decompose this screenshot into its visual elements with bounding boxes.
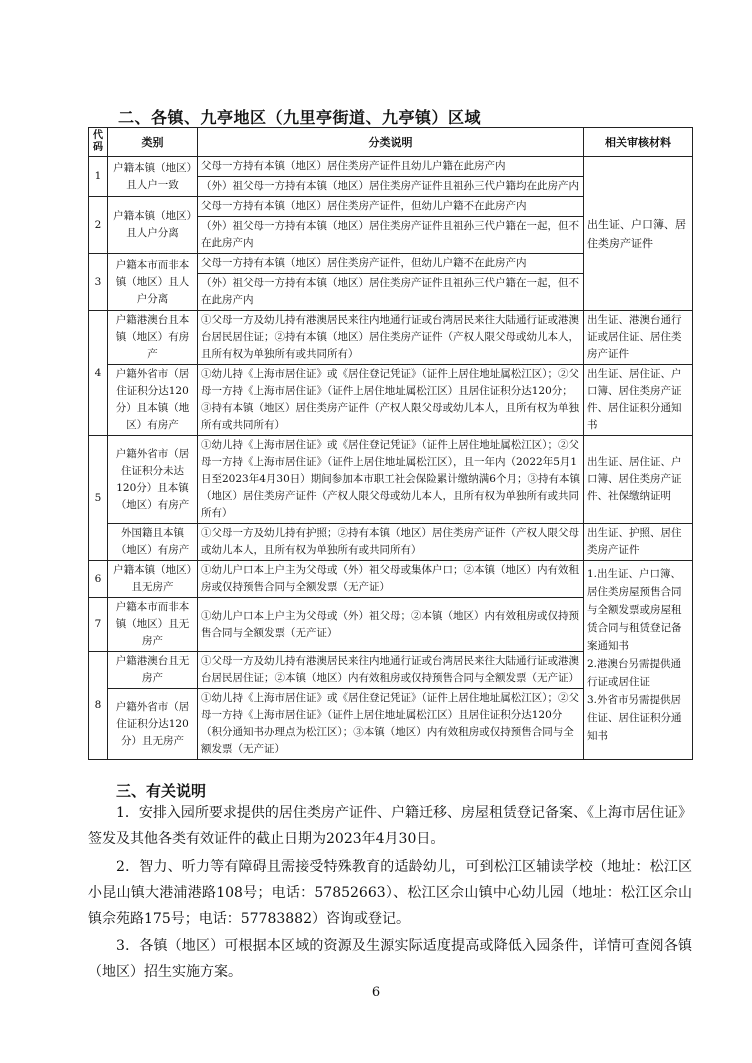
row-materials: 出生证、港澳台通行证或居住证、居住类房产证件 bbox=[584, 311, 693, 365]
note-3: 3．各镇（地区）可根据本区域的资源及生源实际适度提高或降低入园条件，详情可查阅各镇（地区）招生实施方案。 bbox=[88, 938, 692, 980]
note-2: 2．智力、听力等有障碍且需接受特殊教育的适龄幼儿，可到松江区辅读学校（地址：松江区小昆山镇大港浦港路108号；电话：57852663）、松江区佘山镇中心幼儿园（地址：松江区佘山镇佘苑路175号；电话：57783882）咨询或登记。 bbox=[88, 859, 692, 927]
row-desc: ①幼儿持《上海市居住证》或《居住登记凭证》（证件上居住地址属松江区）；②父母一方持《上海市居住证》（证件上居住地址属松江区），且一年内（2022年5月1日至2023年4月30日）期间参加本市职工社会保险累计缴纳满6个月；③持有本镇（地区）居住类房产证件（产权人限父母或幼儿本人，且所有权为单独所有或共同所有） bbox=[198, 436, 584, 524]
row-code: 1 bbox=[89, 157, 108, 197]
table-header-row bbox=[89, 128, 693, 157]
row-desc: 父母一方持有本镇（地区）居住类房产证件，但幼儿户籍不在此房产内 bbox=[198, 254, 584, 274]
row-materials: 出生证、户口簿、居住类房产证件 bbox=[584, 157, 693, 311]
row-category: 户籍本镇（地区）且人户分离 bbox=[108, 197, 198, 254]
header-code: 代码 bbox=[89, 128, 108, 157]
row-code: 4 bbox=[89, 311, 108, 436]
row-category: 户籍本市而非本镇（地区）且无房产 bbox=[108, 598, 198, 652]
row-code: 6 bbox=[89, 561, 108, 598]
row-code: 3 bbox=[89, 254, 108, 311]
page-number: 6 bbox=[371, 985, 381, 1000]
row-desc: ①幼儿持《上海市居住证》或《居住登记凭证》（证件上居住地址属松江区）；②父母一方持《上海市居住证》（证件上居住地址属松江区）且居住证积分达120分（积分通知书办理点为松江区）；③本镇（地区）内有效租房或仅持预售合同与全额发票（无产证） bbox=[198, 689, 584, 760]
row-desc: （外）祖父母一方持有本镇（地区）居住类房产证件且祖孙三代户籍在一起，但不在此房产内 bbox=[198, 217, 584, 254]
header-desc: 分类说明 bbox=[198, 128, 584, 157]
row-desc: ①幼儿户口本上户主为父母或（外）祖父母或集体户口；②本镇（地区）内有效租房或仅持预售合同与全额发票（无产证） bbox=[198, 561, 584, 598]
row-materials: 出生证、居住证、户口簿、居住类房产证件、居住证积分通知书 bbox=[584, 365, 693, 436]
note-1: 1．安排入园所要求提供的居住类房产证件、户籍迁移、房屋租赁登记备案、《上海市居住证》签发及其他各类有效证件的截止日期为2023年4月30日。 bbox=[88, 805, 692, 847]
row-desc: ①幼儿户口本上户主为父母或（外）祖父母；②本镇（地区）内有效租房或仅持预售合同与全额发票（无产证） bbox=[198, 598, 584, 652]
row-category: 户籍港澳台且本镇（地区）有房产 bbox=[108, 311, 198, 365]
section-title: 二、各镇、九亭地区（九里亭街道、九亭镇）区域 bbox=[118, 108, 482, 127]
row-category: 户籍外省市（居住证积分达120分）且本镇（地区）有房产 bbox=[108, 365, 198, 436]
row-category: 外国籍且本镇（地区）有房产 bbox=[108, 524, 198, 561]
notes-title: 三、有关说明 bbox=[116, 782, 207, 800]
row-category: 户籍本镇（地区）且无房产 bbox=[108, 561, 198, 598]
row-category: 户籍本镇（地区）且人户一致 bbox=[108, 157, 198, 197]
row-code: 7 bbox=[89, 598, 108, 652]
row-materials: 出生证、居住证、户口簿、居住类房产证件、社保缴纳证明 bbox=[584, 436, 693, 524]
row-desc: （外）祖父母一方持有本镇（地区）居住类房产证件且祖孙三代户籍均在此房产内 bbox=[198, 177, 584, 197]
row-desc: ①幼儿持《上海市居住证》或《居住登记凭证》（证件上居住地址属松江区）；②父母一方持《上海市居住证》（证件上居住地址属松江区）且居住证积分达120分；③持有本镇（地区）居住类房产证件（产权人限父母或幼儿本人，且所有权为单独所有或共同所有） bbox=[198, 365, 584, 436]
row-desc: ①父母一方及幼儿持有港澳居民来往内地通行证或台湾居民来往大陆通行证或港澳台居民居住证；②持有本镇（地区）居住类房产证件（产权人限父母或幼儿本人，且所有权为单独所有或共同所有） bbox=[198, 311, 584, 365]
row-category: 户籍本市而非本镇（地区）且人户分离 bbox=[108, 254, 198, 311]
row-desc: （外）祖父母一方持有本镇（地区）居住类房产证件且祖孙三代户籍在一起，但不在此房产内 bbox=[198, 274, 584, 311]
row-category: 户籍外省市（居住证积分未达120分）且本镇（地区）有房产 bbox=[108, 436, 198, 524]
table-row bbox=[89, 561, 693, 598]
row-code: 8 bbox=[89, 652, 108, 760]
row-desc: ①父母一方及幼儿持有港澳居民来往内地通行证或台湾居民来往大陆通行证或港澳台居民居住证；②本镇（地区）内有效租房或仅持预售合同与全额发票（无产证） bbox=[198, 652, 584, 689]
row-code: 5 bbox=[89, 436, 108, 561]
row-desc: 父母一方持有本镇（地区）居住类房产证件且幼儿户籍在此房产内 bbox=[198, 157, 584, 177]
header-category: 类别 bbox=[108, 128, 198, 157]
admission-table bbox=[88, 127, 693, 760]
table-row bbox=[89, 311, 693, 365]
table-row bbox=[89, 524, 693, 561]
row-desc: ①父母一方及幼儿持有护照；②持有本镇（地区）居住类房产证件（产权人限父母或幼儿本人，且所有权为单独所有或共同所有） bbox=[198, 524, 584, 561]
table-row bbox=[89, 157, 693, 177]
table-row bbox=[89, 436, 693, 524]
row-category: 户籍外省市（居住证积分达120分）且无房产 bbox=[108, 689, 198, 760]
header-materials: 相关审核材料 bbox=[584, 128, 693, 157]
row-desc: 父母一方持有本镇（地区）居住类房产证件，但幼儿户籍不在此房产内 bbox=[198, 197, 584, 217]
row-category: 户籍港澳台且无房产 bbox=[108, 652, 198, 689]
table-row bbox=[89, 365, 693, 436]
row-code: 2 bbox=[89, 197, 108, 254]
row-materials: 1.出生证、户口簿、居住类房屋预售合同与全额发票或房屋租赁合同与租赁登记备案通知书 2.港澳台另需提供通行证或居住证 3.外省市另需提供居住证、居住证积分通知书 bbox=[584, 561, 693, 760]
row-materials: 出生证、护照、居住类房产证件 bbox=[584, 524, 693, 561]
